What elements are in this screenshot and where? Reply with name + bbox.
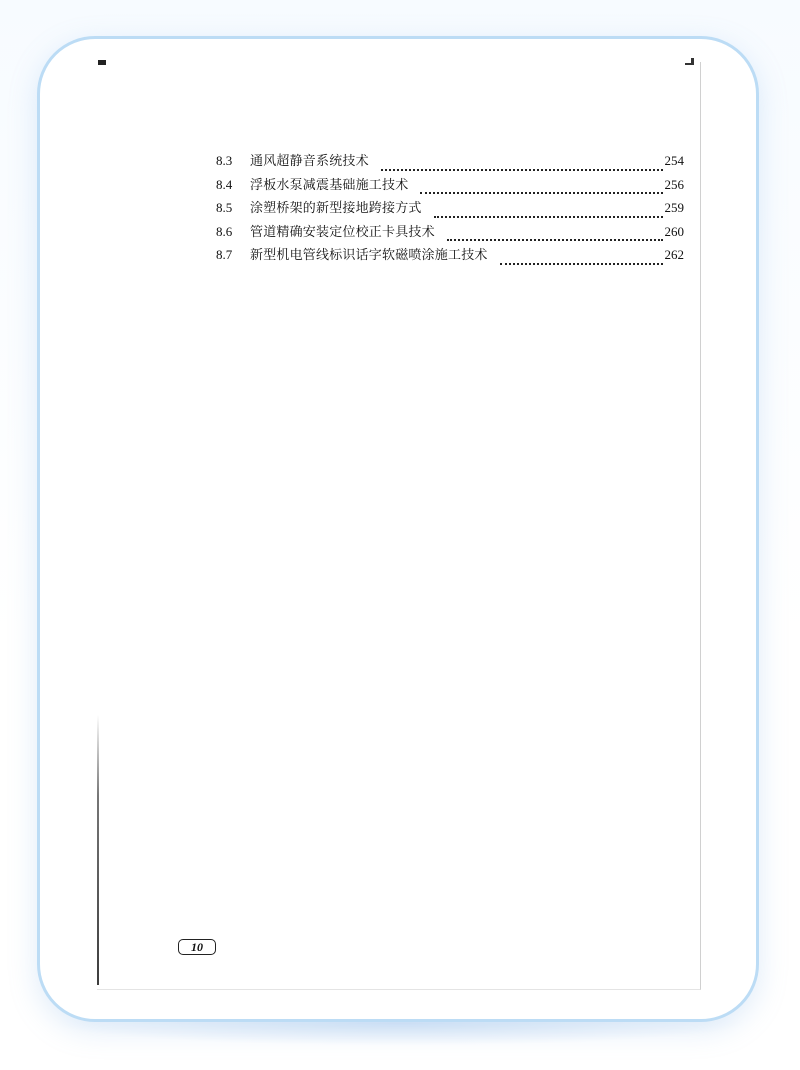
toc-entry[interactable] [216, 150, 684, 174]
dot-leader [434, 216, 663, 218]
dot-leader [447, 239, 663, 241]
toc-entry-title: 浮板水泵减震基础施工技术 [250, 177, 409, 193]
toc-entry[interactable] [216, 197, 684, 221]
toc-entry-page: 254 [664, 153, 684, 168]
toc-entry[interactable] [216, 174, 684, 198]
dot-leader [420, 192, 662, 194]
toc-entry-title: 涂塑桥架的新型接地跨接方式 [250, 201, 422, 216]
dot-leader [381, 169, 663, 171]
toc-entry[interactable] [216, 244, 684, 268]
toc-entry-number: 8.5 [216, 200, 233, 215]
toc-entry-number: 8.7 [216, 247, 233, 262]
toc-entry[interactable] [216, 221, 684, 245]
toc-entry-number: 8.4 [216, 176, 233, 192]
toc-entry-page: 262 [664, 247, 684, 262]
page-binding-shadow [97, 715, 99, 985]
toc-entry-page: 260 [664, 223, 684, 239]
toc-entry-number: 8.6 [216, 223, 233, 239]
dot-leader [500, 263, 663, 265]
crop-mark-left [98, 60, 106, 65]
table-of-contents [216, 150, 684, 268]
toc-entry-page: 256 [664, 176, 684, 192]
crop-mark-right [682, 58, 696, 66]
toc-entry-page: 259 [664, 200, 684, 215]
toc-entry-title: 通风超静音系统技术 [250, 154, 369, 169]
toc-entry-title: 新型机电管线标识话字软磁喷涂施工技术 [250, 248, 488, 263]
toc-entry-number: 8.3 [216, 153, 233, 168]
page-number-badge: 10 [178, 939, 216, 955]
toc-entry-title: 管道精确安装定位校正卡具技术 [250, 224, 435, 240]
